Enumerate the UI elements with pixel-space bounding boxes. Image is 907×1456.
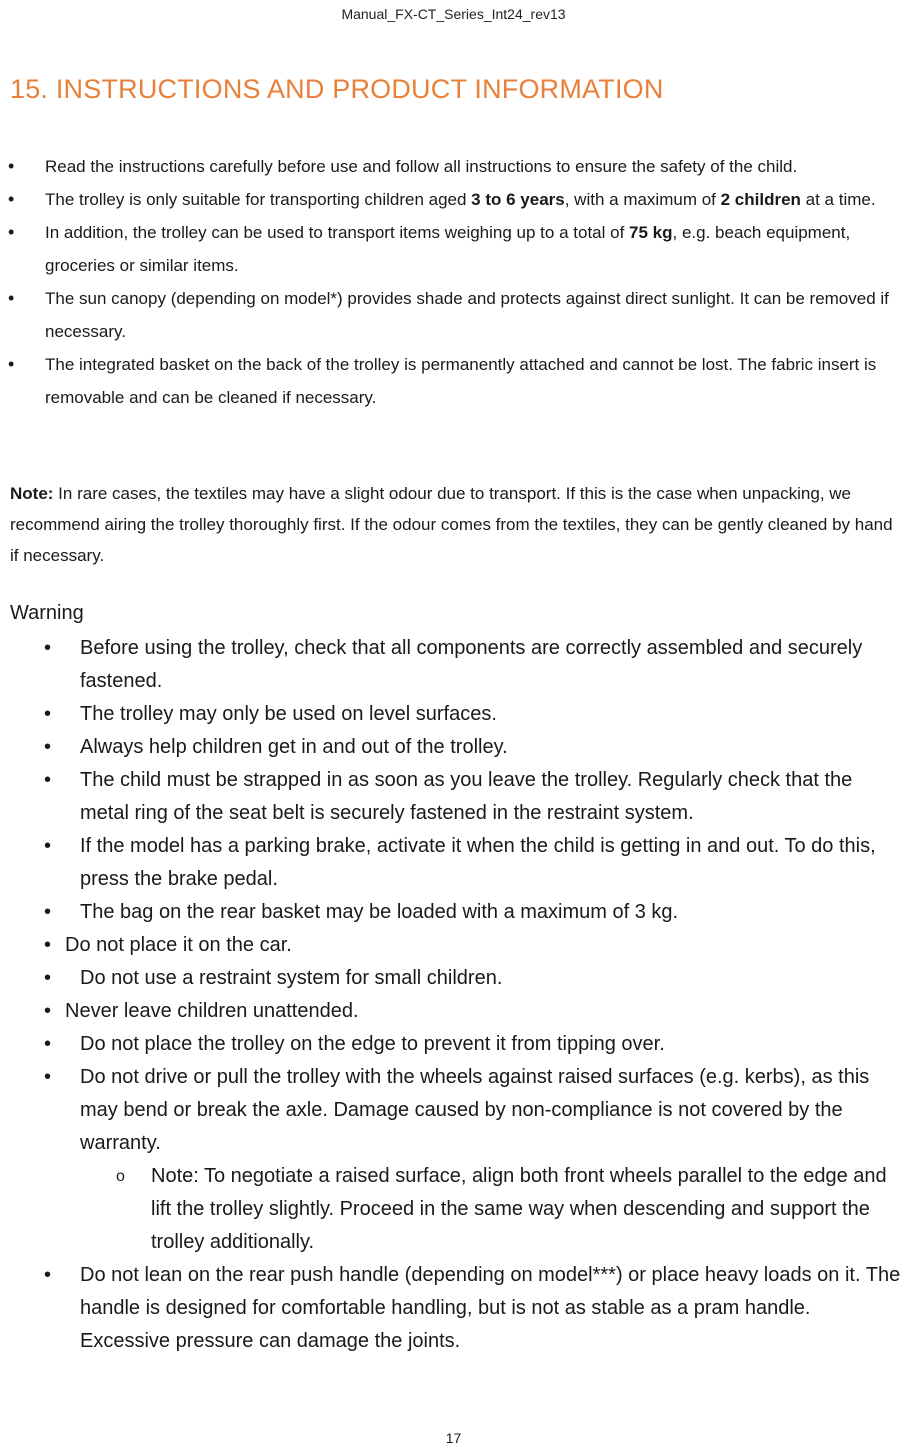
document-header: Manual_FX-CT_Series_Int24_rev13 xyxy=(341,6,566,22)
warning-list xyxy=(0,632,902,1358)
list-item: • Always help children get in and out of the trolley. xyxy=(0,731,902,764)
list-item: • The integrated basket on the back of the trolley is permanently attached and cannot be lost. The fabric insert is removable and can be cleaned if necessary. xyxy=(0,348,900,414)
list-item: • If the model has a parking brake, activate it when the child is getting in and out. To do this, press the brake pedal. xyxy=(0,830,902,896)
list-item: • The trolley is only suitable for transporting children aged 3 to 6 years, with a maximum of 2 children at a time. xyxy=(0,183,900,216)
list-item: • Do not lean on the rear push handle (depending on model***) or place heavy loads on it. The handle is designed for comfortable handling, but is not as stable as a pram handle. Excessive pressure can damage the joints. xyxy=(0,1259,902,1358)
sub-list-item: o Note: To negotiate a raised surface, align both front wheels parallel to the edge and lift the trolley slightly. Proceed in the same way when descending and support the trolley additionally. xyxy=(0,1160,902,1259)
note-paragraph: Note: In rare cases, the textiles may have a slight odour due to transport. If this is the case when unpacking, we recommend airing the trolley thoroughly first. If the odour comes from the textiles, they can be gently cleaned by hand if necessary. xyxy=(10,484,893,565)
list-item: • The child must be strapped in as soon as you leave the trolley. Regularly check that the metal ring of the seat belt is securely fastened in the restraint system. xyxy=(0,764,902,830)
list-item: • Do not drive or pull the trolley with the wheels against raised surfaces (e.g. kerbs), as this may bend or break the axle. Damage caused by non-compliance is not covered by the warranty. xyxy=(0,1061,902,1160)
list-item: • The trolley may only be used on level surfaces. xyxy=(0,698,902,731)
list-item: • Before using the trolley, check that all components are correctly assembled and securely fastened. xyxy=(0,632,902,698)
list-item: • Never leave children unattended. xyxy=(0,995,902,1028)
section-title: 15. INSTRUCTIONS AND PRODUCT INFORMATION xyxy=(10,74,664,104)
list-item: • Read the instructions carefully before use and follow all instructions to ensure the safety of the child. xyxy=(0,150,900,183)
intro-list xyxy=(0,150,900,414)
note-label: Note: xyxy=(10,484,54,503)
page-number: 17 xyxy=(445,1430,462,1446)
list-item: • The sun canopy (depending on model*) provides shade and protects against direct sunlight. It can be removed if necessary. xyxy=(0,282,900,348)
list-item: • Do not use a restraint system for small children. xyxy=(0,962,902,995)
list-item: • In addition, the trolley can be used to transport items weighing up to a total of 75 kg, e.g. beach equipment, groceries or similar items. xyxy=(0,216,900,282)
list-item: • Do not place it on the car. xyxy=(0,929,902,962)
warning-heading: Warning xyxy=(10,602,84,624)
list-item: • Do not place the trolley on the edge to prevent it from tipping over. xyxy=(0,1028,902,1061)
list-item: • The bag on the rear basket may be loaded with a maximum of 3 kg. xyxy=(0,896,902,929)
